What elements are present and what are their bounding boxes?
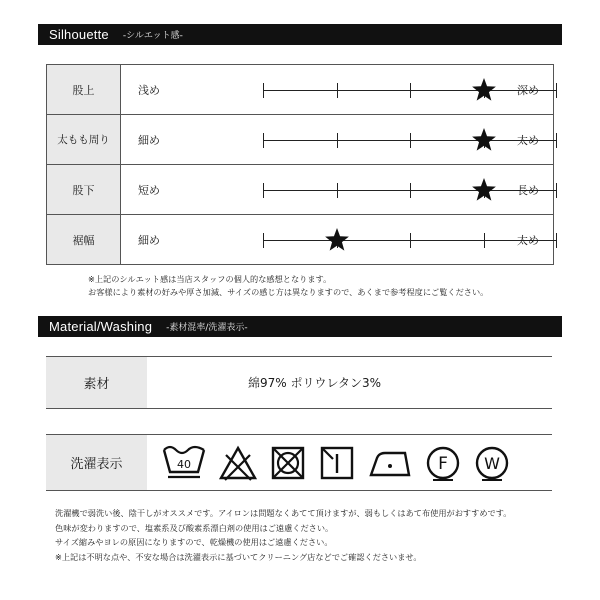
wash-40-gentle-icon (161, 442, 207, 484)
silhouette-table (46, 64, 554, 265)
silhouette-row-label: 裾幅 (47, 215, 121, 264)
wet-clean-letter: W (484, 453, 500, 473)
silhouette-scale (263, 215, 557, 264)
silhouette-scale (263, 65, 557, 114)
washing-label: 洗濯表示 (46, 435, 147, 490)
silhouette-row-label: 股下 (47, 165, 121, 214)
material-header (38, 316, 562, 337)
silhouette-scale (263, 115, 557, 164)
iron-low-icon (367, 444, 413, 482)
fabric-value: 綿97% ポリウレタン3% (247, 376, 382, 390)
scale-right-label: 深め (517, 83, 539, 97)
scale-tick (263, 233, 264, 248)
dry-clean-letter: F (438, 453, 448, 474)
star-icon (324, 227, 350, 253)
scale-tick (410, 83, 411, 98)
scale-tick (484, 233, 485, 248)
silhouette-row-body (121, 215, 553, 264)
washing-row (46, 434, 552, 491)
silhouette-subtitle: -シルエット感- (122, 31, 183, 41)
scale-left-label: 短め (138, 183, 160, 197)
scale-right-label: 太め (517, 133, 539, 147)
silhouette-row-label: 股上 (47, 65, 121, 114)
washing-note-line: ※上記は不明な点や、不安な場合は洗濯表示に基づいてクリーニング店などでご確認くださいませ。 (55, 551, 422, 562)
dry-clean-f-icon (424, 444, 462, 482)
star-icon (471, 177, 497, 203)
material-subtitle: -素材混率/洗濯表示- (166, 323, 248, 333)
line-dry-shade-icon (318, 444, 356, 482)
scale-tick (410, 233, 411, 248)
washing-note-line: サイズ縮みやヨレの原因になりますので、乾燥機の使用はご遠慮ください。 (55, 537, 333, 547)
silhouette-header (38, 24, 562, 45)
silhouette-note-line: お客様により素材の好みや厚さ加減、サイズの感じ方は異なりますので、あくまで参考程度にご覧ください。 (88, 287, 489, 297)
material-title: Material/Washing (49, 319, 153, 334)
silhouette-row-label: 太もも周り (47, 115, 121, 164)
washing-notes (55, 506, 511, 564)
scale-tick (556, 83, 557, 98)
silhouette-row (47, 115, 553, 165)
silhouette-scale (263, 165, 557, 214)
scale-tick (337, 83, 338, 98)
wash-icons (147, 435, 552, 490)
wet-clean-w-icon (473, 444, 511, 482)
star-icon (471, 127, 497, 153)
silhouette-row-body (121, 65, 553, 114)
scale-tick (410, 133, 411, 148)
silhouette-row (47, 215, 553, 265)
fabric-row (46, 356, 552, 409)
scale-tick (263, 183, 264, 198)
no-tumble-dry-icon (269, 444, 307, 482)
silhouette-note (88, 273, 488, 299)
scale-tick (410, 183, 411, 198)
scale-left-label: 細め (138, 233, 160, 247)
scale-tick (337, 183, 338, 198)
scale-tick (263, 133, 264, 148)
scale-right-label: 太め (517, 233, 539, 247)
washing-note-line: 洗濯機で弱洗い後、陰干しがオススメです。アイロンは問題なくあてて頂けますが、弱もしくはあて布使用がおすすめです。 (55, 508, 512, 518)
wash-temp-label: 40 (177, 457, 191, 471)
star-icon (471, 77, 497, 103)
scale-tick (556, 183, 557, 198)
no-bleach-icon (218, 443, 258, 483)
silhouette-title: Silhouette (49, 27, 109, 42)
silhouette-row (47, 165, 553, 215)
scale-tick (263, 83, 264, 98)
scale-left-label: 細め (138, 133, 160, 147)
scale-tick (556, 233, 557, 248)
silhouette-note-line: ※上記のシルエット感は当店スタッフの個人的な感想となります。 (88, 274, 332, 284)
washing-note-line: 色味が変わりますので、塩素系及び酸素系漂白剤の使用はご遠慮ください。 (55, 522, 334, 533)
silhouette-row (47, 65, 553, 115)
scale-tick (556, 133, 557, 148)
scale-right-label: 長め (517, 183, 539, 197)
scale-left-label: 浅め (138, 83, 160, 97)
silhouette-row-body (121, 115, 553, 164)
scale-tick (337, 133, 338, 148)
silhouette-row-body (121, 165, 553, 214)
fabric-label: 素材 (46, 357, 147, 408)
